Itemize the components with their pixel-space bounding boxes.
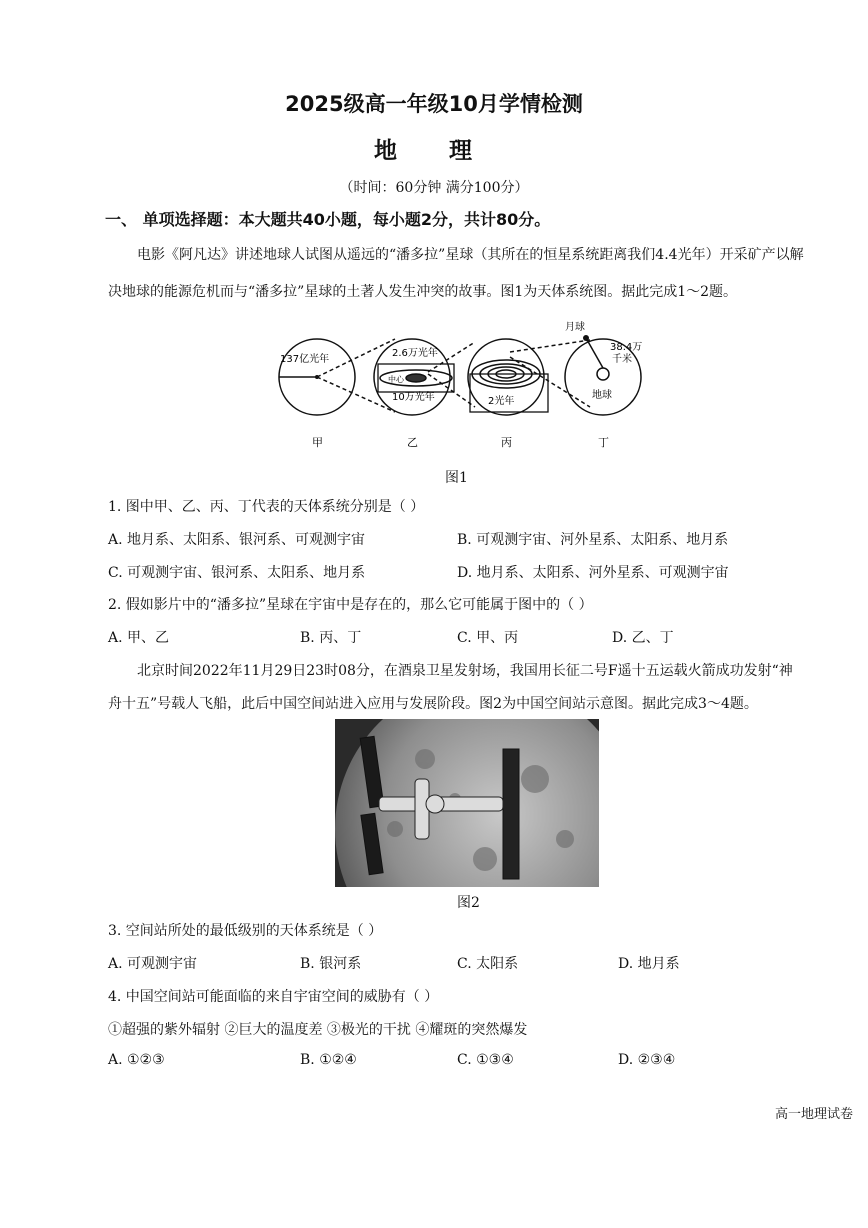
q4-items: ①超强的紫外辐射 ②巨大的温度差 ③极光的干扰 ④耀斑的突然爆发 <box>108 1022 528 1038</box>
page-footer: 高一地理试卷 <box>775 1107 854 1122</box>
moon-label: 月球 <box>565 322 585 333</box>
q2-option-c: C. 甲、丙 <box>457 630 519 646</box>
jia-radius-label: 137亿光年 <box>280 354 330 365</box>
q3-option-d: D. 地月系 <box>618 956 680 972</box>
passage2-line1: 北京时间2022年11月29日23时08分，在酒泉卫星发射场，我国用长征二号F遥十五运载火箭成功发射“神 <box>137 663 793 679</box>
q3-stem: 3. 空间站所处的最低级别的天体系统是（ ） <box>108 923 383 939</box>
q1-option-c: C. 可观测宇宙、银河系、太阳系、地月系 <box>108 565 366 581</box>
q4-option-d: D. ②③④ <box>618 1052 676 1068</box>
passage2-line2: 舟十五”号载人飞船，此后中国空间站进入应用与发展阶段。图2为中国空间站示意图。据此完成3～4题。 <box>108 696 758 712</box>
yi-label: 乙 <box>407 436 418 449</box>
time-info: （时间：60分钟 满分100分） <box>339 180 529 196</box>
bing-label: 丙 <box>501 436 512 449</box>
section-heading: 一、 单项选择题：本大题共40小题，每小题2分，共计80分。 <box>105 210 551 229</box>
q4-option-c: C. ①③④ <box>457 1052 514 1068</box>
q4-option-b: B. ①②④ <box>300 1052 357 1068</box>
q3-option-c: C. 太阳系 <box>457 956 519 972</box>
earth-label: 地球 <box>592 390 612 401</box>
q2-option-b: B. 丙、丁 <box>300 630 362 646</box>
figure1-caption: 图1 <box>445 470 468 486</box>
passage1-line1: 电影《阿凡达》讲述地球人试图从遥远的“潘多拉”星球（其所在的恒星系统距离我们4.4光年）开采矿产以解 <box>137 247 804 263</box>
passage1-line2: 决地球的能源危机而与“潘多拉”星球的土著人发生冲突的故事。图1为天体系统图。据此完成1～2题。 <box>108 284 738 300</box>
q2-stem: 2. 假如影片中的“潘多拉”星球在宇宙中是存在的，那么它可能属于图中的（ ） <box>108 597 593 613</box>
q3-option-a: A. 可观测宇宙 <box>108 956 198 972</box>
ding-label: 丁 <box>598 436 609 449</box>
yi-center-label: 中心 <box>388 375 404 384</box>
yi-diameter-label: 10万光年 <box>392 392 435 403</box>
jia-label: 甲 <box>312 436 323 449</box>
subject-title: 地 理 <box>373 138 494 164</box>
q4-option-a: A. ①②③ <box>108 1052 165 1068</box>
yi-thickness-label: 2.6万光年 <box>392 348 438 359</box>
distance-unit-label: 千米 <box>612 354 632 365</box>
page-title: 2025级高一年级10月学情检测 <box>285 92 583 116</box>
figure1-diagram <box>270 312 650 462</box>
q2-option-d: D. 乙、丁 <box>612 630 674 646</box>
q1-option-b: B. 可观测宇宙、河外星系、太阳系、地月系 <box>457 532 729 548</box>
q1-stem: 1. 图中甲、乙、丙、丁代表的天体系统分别是（ ） <box>108 499 425 515</box>
q3-option-b: B. 银河系 <box>300 956 362 972</box>
q4-stem: 4. 中国空间站可能面临的来自宇宙空间的威胁有（ ） <box>108 989 439 1005</box>
figure2-caption: 图2 <box>457 895 480 911</box>
q2-option-a: A. 甲、乙 <box>108 630 170 646</box>
space-station-image <box>335 719 599 887</box>
q1-option-a: A. 地月系、太阳系、银河系、可观测宇宙 <box>108 532 366 548</box>
q1-option-d: D. 地月系、太阳系、河外星系、可观测宇宙 <box>457 565 729 581</box>
bing-size-label: 2光年 <box>488 396 515 407</box>
distance-value-label: 38.4万 <box>610 342 643 353</box>
